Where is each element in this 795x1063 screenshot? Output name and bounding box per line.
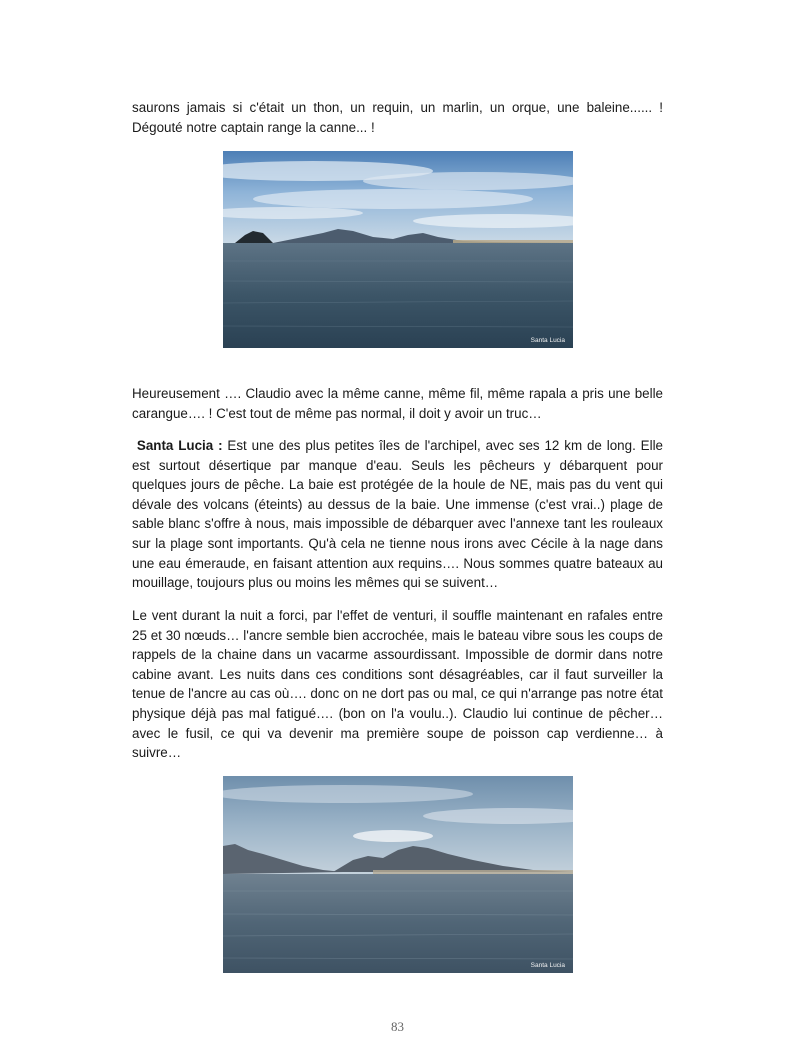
paragraph-carangue-text: Heureusement …. Claudio avec la même canne, même fil, même rapala a pris une belle carangue…. ! C'est tout de même pas normal, il doit y avoir un truc…: [132, 386, 663, 421]
santa-lucia-heading: Santa Lucia :: [136, 438, 223, 453]
seascape-photo-1: [223, 151, 573, 348]
paragraph-vent: [132, 606, 663, 763]
paragraph-intro-text: saurons jamais si c'était un thon, un requin, un marlin, un orque, une baleine...... ! Dégouté notre captain range la canne... !: [132, 100, 663, 135]
photo-caption: Santa Lucia: [530, 337, 565, 344]
paragraph-vent-text: Le vent durant la nuit a forci, par l'effet de venturi, il souffle maintenant en rafales entre 25 et 30 nœuds… l'ancre semble bien accrochée, mais le bateau vibre sous les coups de rappels de la chaine dans un vacarme assourdissant. Impossible de dormir dans notre cabine avant. Les nuits dans ces conditions sont désagréables, car il faut surveiller la tenue de l'ancre au cas où…. donc on ne dort pas ou mal, ce qui n'arrange pas notre état physique déjà pas mal fatigué…. (bon on l'a voulu..). Claudio lui continue de pêcher…avec le fusil, ce qui va devenir ma première soupe de poisson cap verdienne… à suivre…: [132, 608, 663, 761]
paragraph-intro: [132, 98, 663, 137]
photo-santa-lucia-1: [223, 151, 573, 348]
seascape-photo-2: [223, 776, 573, 973]
paragraph-santa-lucia: [132, 436, 663, 593]
photo-santa-lucia-2: [223, 776, 573, 973]
page-number: 83: [391, 1019, 404, 1034]
santa-lucia-body: Est une des plus petites îles de l'archipel, avec ses 12 km de long. Elle est surtout désertique par manque d'eau. Seuls les pêcheurs y débarquent pour quelques jours de pêche. La baie est protégée de la houle de NE, mais pas du vent qui dévale des volcans (éteints) au dessus de la baie. Une immense (c'est vrai..) plage de sable blanc s'offre à nous, mais impossible de débarquer avec l'annexe tant les rouleaux sur la plage sont importants. Qu'à cela ne tienne nous irons avec Cécile à la nage dans une eau émeraude, en faisant attention aux requins…. Nous sommes quatre bateaux au mouillage, toujours plus ou moins les mêmes qui se suivent…: [132, 438, 663, 591]
photo-caption: Santa Lucia: [530, 962, 565, 969]
paragraph-carangue: [132, 384, 663, 423]
